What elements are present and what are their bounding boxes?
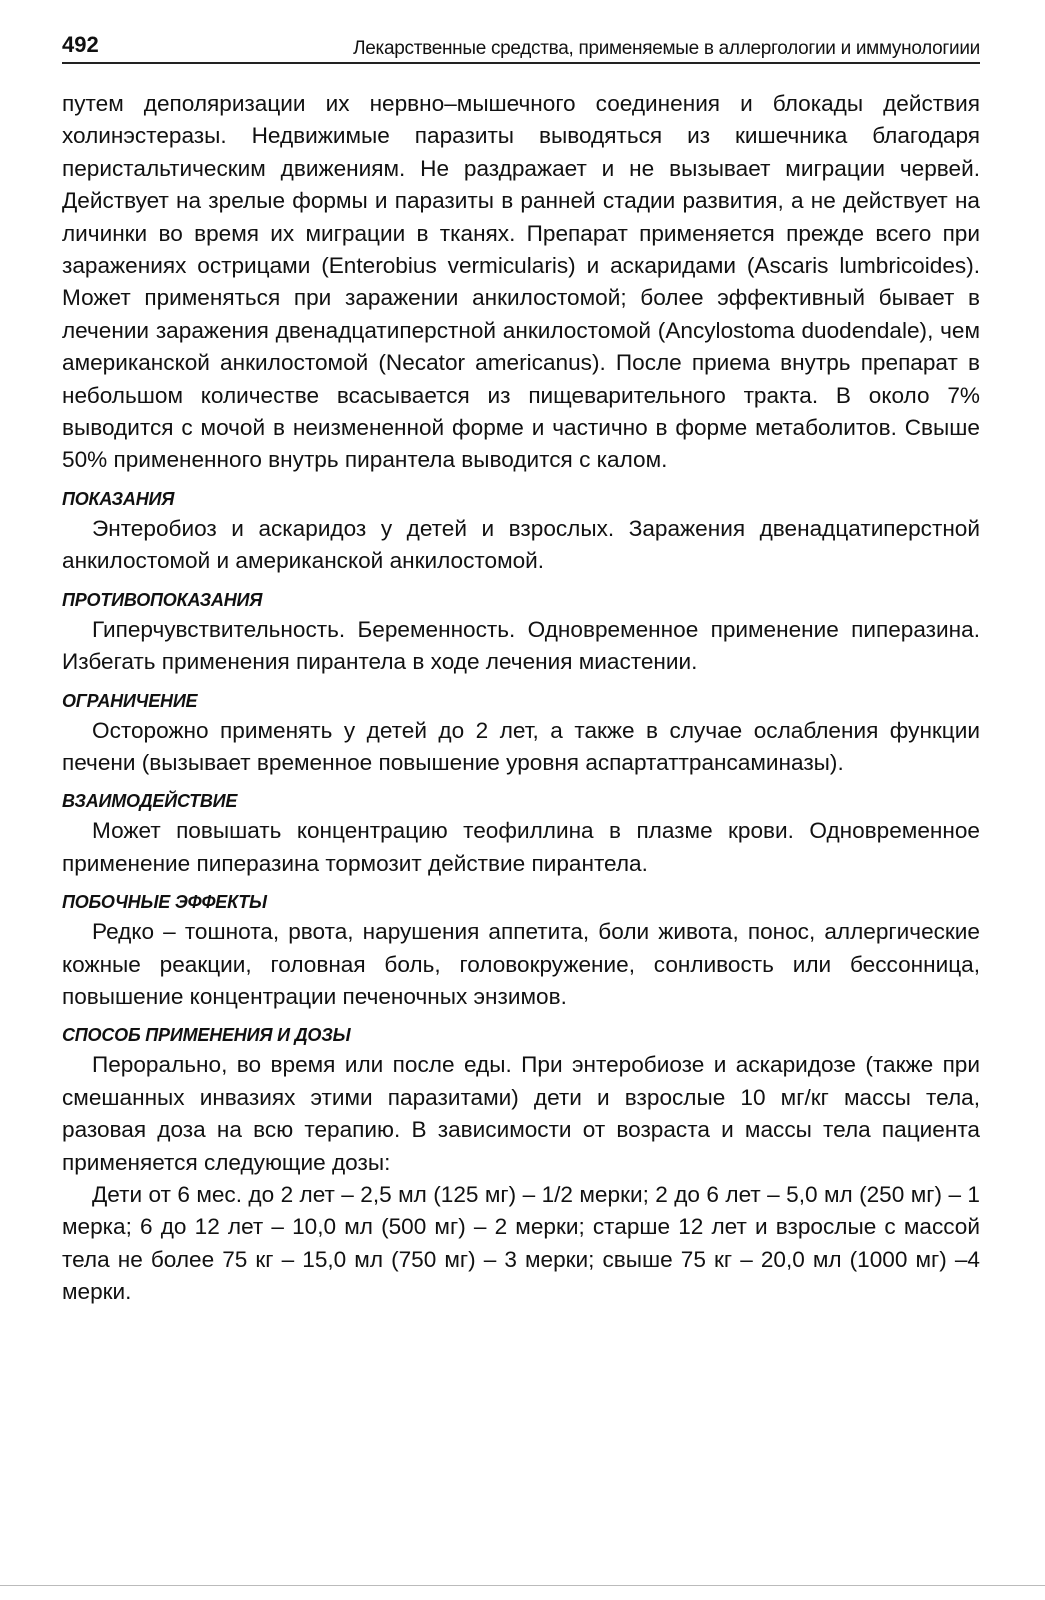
- section-heading: ПОКАЗАНИЯ: [62, 488, 175, 509]
- section-paragraph: Может повышать концентрацию теофиллина в плазме крови. Одновременное применение пиперазина тормозит действие пирантела.: [62, 818, 980, 876]
- section-heading: ВЗАИМОДЕЙСТВИЕ: [62, 791, 238, 812]
- section-indications: [62, 485, 980, 578]
- section-limitations: [62, 687, 980, 780]
- section-heading: ПОБОЧНЫЕ ЭФФЕКТЫ: [62, 892, 267, 913]
- page-body: [62, 88, 980, 1309]
- section-contraindications: [62, 586, 980, 679]
- section-paragraph: Энтеробиоз и аскаридоз у детей и взрослых. Заражения двенадцатиперстной анкилостомой и американской анкилостомой.: [62, 515, 980, 574]
- section-paragraph: Перорально, во время или после еды. При энтеробиозе и аскаридозе (также при смешанных инвазиях этими паразитами) дети и взрослые 10 мг/кг массы тела, разовая доза на всю терапию. В зависимости от возраста и массы тела пациента применяется следующие дозы:: [62, 1052, 980, 1175]
- section-interactions: [62, 787, 980, 880]
- section-paragraph: Дети от 6 мес. до 2 лет – 2,5 мл (125 мг) – 1/2 мерки; 2 до 6 лет – 5,0 мл (250 мг) – 1 мерка; 6 до 12 лет – 10,0 мл (500 мг) – 2 мерки; старше 12 лет и взрослые с массой тела не более 75 кг – 15,0 мл (750 мг) – 3 мерки; свыше 75 кг – 20,0 мл (1000 мг) –4 мерки.: [62, 1181, 980, 1305]
- section-heading: ОГРАНИЧЕНИЕ: [62, 690, 198, 711]
- section-paragraph: Осторожно применять у детей до 2 лет, а также в случае ослабления функции печени (вызывает временное повышение уровня аспартаттрансаминазы).: [62, 717, 980, 775]
- section-heading: ПРОТИВОПОКАЗАНИЯ: [62, 589, 263, 610]
- section-paragraph: Редко – тошнота, рвота, нарушения аппетита, боли живота, понос, аллергические кожные реакции, головная боль, головокружение, сонливость или бессонница, повышение концентрации печеночных энзимов.: [62, 919, 980, 1009]
- section-dosage: [62, 1021, 980, 1308]
- intro-paragraph: путем деполяризации их нервно–мышечного соединения и блокады действия холинэстеразы. Недвижимые паразиты выводяться из кишечника благодаря перистальтическим движениям. Не раздражает и не вызывает миграции червей. Действует на зрелые формы и паразиты в ранней стадии развития, а не действует на личинки во время их миграции в тканях. Препарат применяется прежде всего при заражениях острицами (Enterobius vermicularis) и аскаридами (Ascaris lumbricoides). Может применяться при заражении анкилостомой; более эффективный бывает в лечении заражения двенадцатиперстной анкилостомой (Ancylostoma duodendale), чем американской анкилостомой (Necator americanus). После приема внутрь препарат в небольшом количестве всасывается из пищеварительного тракта. В около 7% выводится с мочой в неизмененной форме и частично в форме метаболитов. Свыше 50% примененного внутрь пирантела выводится с калом.: [62, 91, 980, 473]
- section-paragraph: Гиперчувствительность. Беременность. Одновременное применение пиперазина. Избегать применения пирантела в ходе лечения миастении.: [62, 616, 980, 675]
- section-heading: СПОСОБ ПРИМЕНЕНИЯ И ДОЗЫ: [62, 1025, 351, 1046]
- page-edge-divider: [0, 1585, 1045, 1586]
- running-title: Лекарственные средства, применяемые в аллергологии и иммунологиии: [353, 38, 980, 59]
- section-side-effects: [62, 888, 980, 1013]
- page-header: [62, 28, 980, 64]
- page-number: 492: [62, 32, 99, 57]
